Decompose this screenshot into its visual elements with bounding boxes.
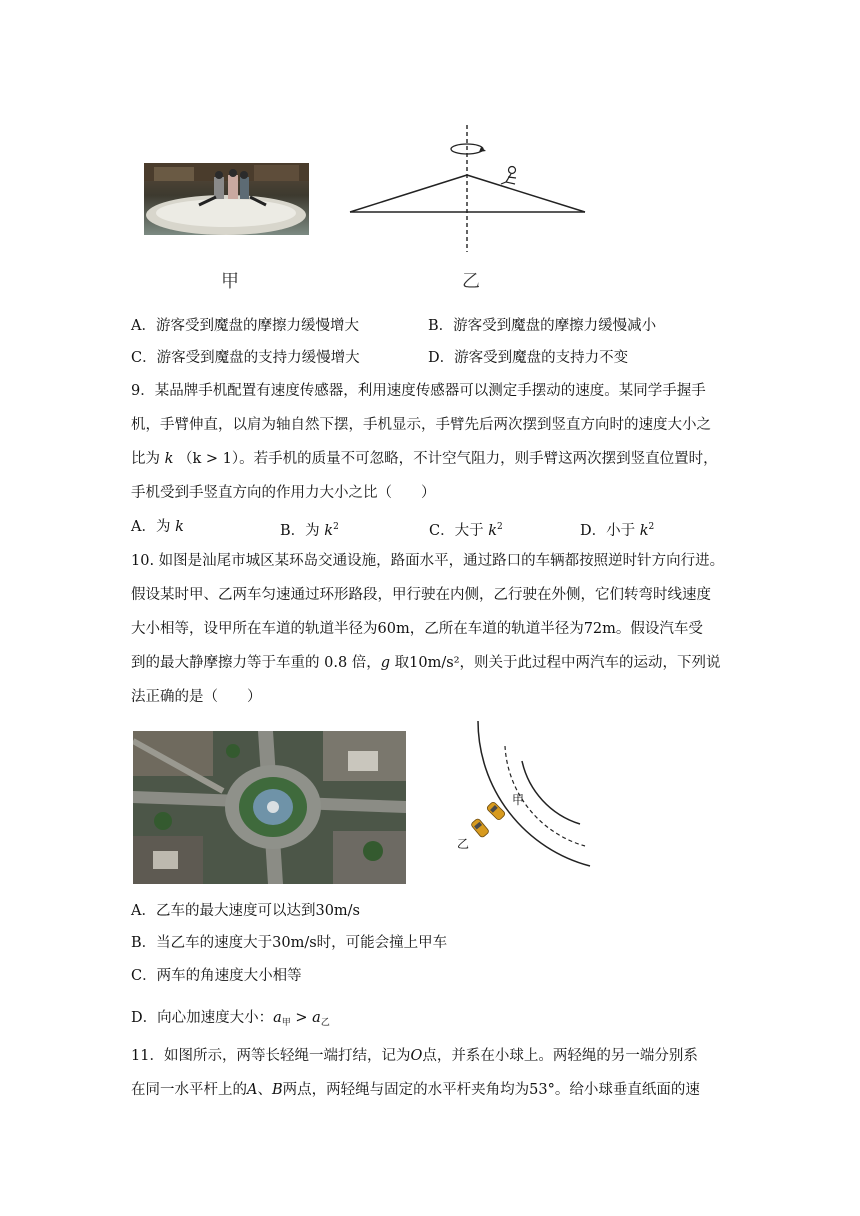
q9-option-c-var: k xyxy=(488,523,498,539)
q9-condition: （k > 1） xyxy=(178,451,240,467)
q9-option-a-label: A．为 xyxy=(131,519,171,535)
cone-rotation-diagram xyxy=(340,120,600,255)
q10-line-3: 大小相等，设甲所在车道的轨道半径为60m，乙所在车道的轨道半径为72m。假设汽车受 xyxy=(131,621,703,637)
q10-line-4 xyxy=(131,653,721,673)
q8-option-b: B．游客受到魔盘的摩擦力缓慢减小 xyxy=(428,318,657,334)
q9-option-c xyxy=(429,517,503,541)
q9-option-a xyxy=(131,517,184,537)
q11-line-2 xyxy=(131,1080,700,1100)
q11-point-b: B xyxy=(271,1082,283,1098)
q10-gt: > xyxy=(290,1010,313,1026)
q9-line-2: 机，手臂伸直，以肩为轴自然下摆，手机显示，手臂先后两次摆到竖直方向时的速度大小之 xyxy=(131,417,711,433)
q11-point-o: O xyxy=(410,1048,423,1064)
q10-option-c: C．两车的角速度大小相等 xyxy=(131,968,302,984)
q10-option-d-label: D．向心加速度大小： xyxy=(131,1010,274,1026)
q10-option-d xyxy=(131,1008,330,1033)
q9-line-3 xyxy=(131,449,718,469)
q10-line-4-pre: 到的最大静摩擦力等于车重的 0.8 倍， xyxy=(131,655,381,671)
q9-var-k: k xyxy=(164,451,174,467)
roundabout-aerial-photo xyxy=(133,731,406,884)
q10-var-g: g xyxy=(380,655,391,671)
lane-label-jia: 甲 xyxy=(512,793,525,807)
q9-option-a-var: k xyxy=(175,519,184,535)
q9-option-b-exp: 2 xyxy=(333,522,339,532)
q11-line-1-post: 点，并系在小球上。两轻绳的另一端分别系 xyxy=(422,1048,698,1064)
q11-line-1-pre: 11．如图所示，两等长轻绳一端打结，记为 xyxy=(131,1048,411,1064)
q10-accel-yi: a xyxy=(312,1010,321,1026)
q9-option-b xyxy=(280,517,339,541)
q9-option-c-label: C．大于 xyxy=(429,523,484,539)
q9-line-3-pre: 比为 xyxy=(131,451,160,467)
q8-option-c: C．游客受到魔盘的支持力缓慢增大 xyxy=(131,350,360,366)
q10-accel-jia: a xyxy=(273,1010,282,1026)
q9-option-d-var: k xyxy=(639,523,649,539)
q10-line-4-post: 取10m/s²，则关于此过程中两汽车的运动，下列说 xyxy=(390,655,721,671)
q10-sub-yi: 乙 xyxy=(320,1018,330,1028)
q9-option-b-label: B．为 xyxy=(280,523,320,539)
q9-option-d-exp: 2 xyxy=(648,522,655,532)
figure-label-b: 乙 xyxy=(462,271,480,292)
q10-option-b: B．当乙车的速度大于30m/s时，可能会撞上甲车 xyxy=(131,935,448,951)
q9-line-1: 9．某品牌手机配置有速度传感器，利用速度传感器可以测定手摆动的速度。某同学手握手 xyxy=(131,383,706,399)
magic-disk-photo xyxy=(144,163,309,235)
q11-line-2-pre: 在同一水平杆上的 xyxy=(131,1082,247,1098)
figure-label-a: 甲 xyxy=(221,271,239,292)
q10-line-5: 法正确的是（ ） xyxy=(131,689,262,705)
q9-option-b-var: k xyxy=(324,523,334,539)
q8-option-d: D．游客受到魔盘的支持力不变 xyxy=(428,350,629,366)
q11-line-1 xyxy=(131,1046,698,1066)
q9-line-4: 手机受到手竖直方向的作用力大小之比（ ） xyxy=(131,485,436,501)
q11-sep: 、 xyxy=(257,1082,272,1098)
q10-line-2: 假设某时甲、乙两车匀速通过环形路段，甲行驶在内侧，乙行驶在外侧，它们转弯时线速度 xyxy=(131,587,711,603)
q9-option-d-label: D．小于 xyxy=(580,523,636,539)
q11-point-a: A xyxy=(247,1082,258,1098)
q9-option-d xyxy=(580,517,654,541)
q8-option-a: A．游客受到魔盘的摩擦力缓慢增大 xyxy=(131,318,359,334)
lane-label-yi: 乙 xyxy=(457,837,470,851)
q10-sub-jia: 甲 xyxy=(281,1018,291,1028)
q9-line-3-post: 。若手机的质量不可忽略，不计空气阻力，则手臂这两次摆到竖直位置时， xyxy=(239,451,718,467)
q10-option-a: A．乙车的最大速度可以达到30m/s xyxy=(131,903,360,919)
q10-line-1: 10. 如图是汕尾市城区某环岛交通设施，路面水平，通过路口的车辆都按照逆时针方向行进。 xyxy=(131,553,725,569)
q11-line-2-post: 两点，两轻绳与固定的水平杆夹角均为53°。给小球垂直纸面的速 xyxy=(282,1082,700,1098)
q9-option-c-exp: 2 xyxy=(497,522,503,532)
